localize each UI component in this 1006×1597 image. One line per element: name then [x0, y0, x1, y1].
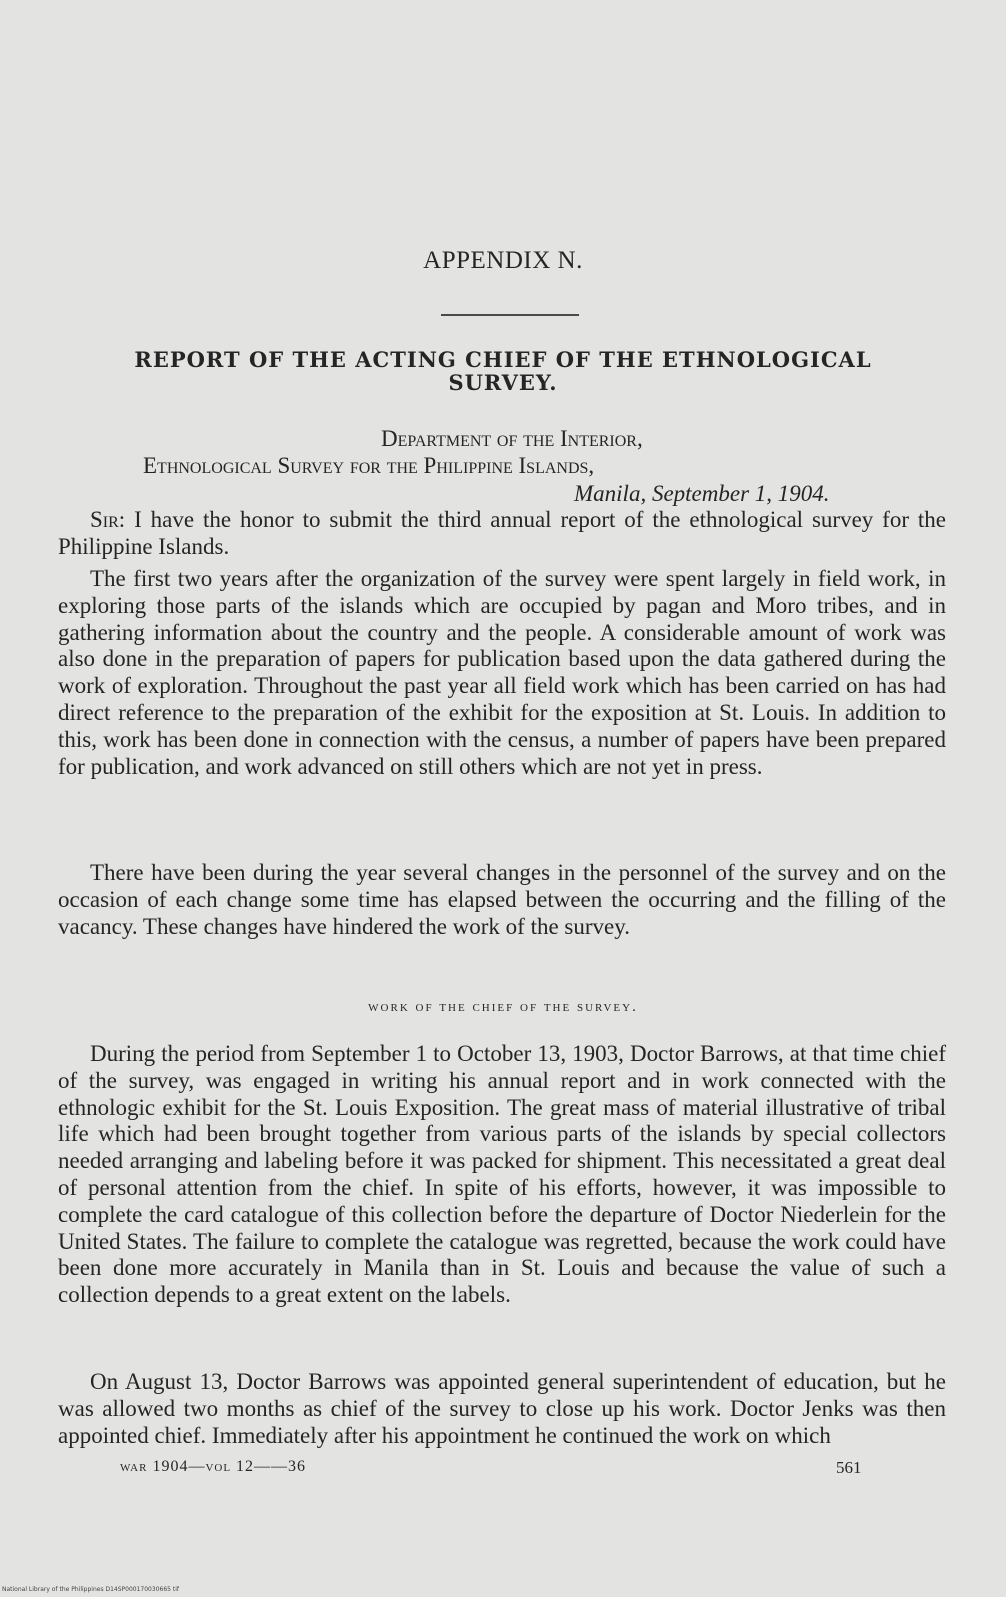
report-title: REPORT OF THE ACTING CHIEF OF THE ETHNOLOGICAL SURVEY. [134, 347, 872, 395]
address-date: Manila, September 1, 1904. [574, 481, 830, 506]
paragraph-field-work: The first two years after the organization of the survey were spent largely in field work, in exploring those parts of the islands which are occupied by pagan and Moro tribes, and in gathering information about the country and the people. A considerable amount of work was also done in the preparation of papers for publication based upon the data gathered during the work of exploration. Throughout the past year all field work which has been carried on has had direct reference to the preparation of the exhibit for the exposition at St. Louis. In addition to this, work has been done in connection with the census, a number of papers have been prepared for publication, and work advanced on still others which are not yet in press. [58, 566, 946, 779]
scan-credit: National Library of the Philippines D14SP000170030665 tif [2, 1586, 180, 1593]
page-number: 561 [836, 1458, 862, 1477]
section-heading: work of the chief of the survey. [368, 999, 638, 1015]
paragraph-chief-work: During the period from September 1 to October 13, 1903, Doctor Barrows, at that time chief of the survey, was engaged in writing his annual report and in work connected with the ethnologic exhibit for the St. Louis Exposition. The great mass of material illustrative of tribal life which had been brought together from various parts of the islands by special collectors needed arranging and labeling before it was packed for shipment. This necessitated a great deal of personal attention from the chief. In spite of his efforts, however, it was impossible to complete the card catalogue of this collection before the departure of Doctor Niederlein for the United States. The failure to complete the catalogue was regretted, because the work could have been done more accurately in Manila than in St. Louis and because the value of such a collection depends to a great extent on the labels. [58, 1041, 946, 1308]
footer-signature: war 1904—vol 12——36 [120, 1458, 307, 1475]
salutation-text: I have the honor to submit the third annual report of the ethnological survey for the Philippine Islands. [58, 507, 947, 559]
paragraph-personnel-changes: There have been during the year several changes in the personnel of the survey and on the occasion of each change some time has elapsed between the occurring and the filling of the vacancy. These changes have hindered the work of the survey. [58, 860, 946, 939]
appendix-heading: APPENDIX N. [423, 247, 583, 274]
address-department: Department of the Interior, [381, 426, 643, 451]
salutation: Sir: [90, 507, 126, 532]
address-survey: Ethnological Survey for the Philippine Islands, [143, 453, 595, 478]
paragraph-appointment: On August 13, Doctor Barrows was appointed general superintendent of education, but he was allowed two months as chief of the survey to close up his work. Doctor Jenks was then appointed chief. Immediately after his appointment he continued the work on which [58, 1369, 946, 1448]
title-divider [441, 314, 579, 316]
paragraph-salutation [58, 507, 946, 561]
